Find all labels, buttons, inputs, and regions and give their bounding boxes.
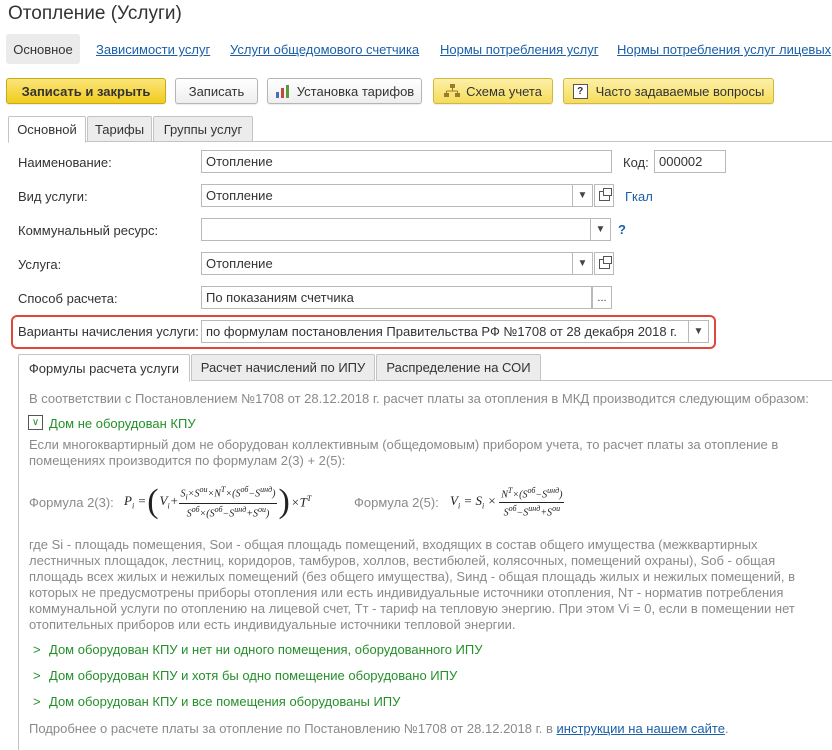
collapsed-section-2[interactable]: Дом оборудован КПУ и хотя бы одно помещение оборудовано ИПУ [49,668,458,683]
tab-ipu-charges[interactable]: Расчет начислений по ИПУ [191,354,375,381]
formula2: $V_i = S_i$ × $\frac{N^T\times(S^{об}-S^{инд})}{S^{об}-S^{инд}+S^{ои}}$ [450,486,563,518]
explanation-text: где Si - площадь помещения, Soи - общая площадь помещений, входящих в состав общего имущества (межквартирных лестничных площадок, лестниц, коридоров, тамбуров, холлов, вестибюлей, колясочных, помещений охраны), Sоб - общая площадь всех жилых и нежилых помещений (без общего имущества), Sинд - общая площадь жилых и нежилых помещений, в которых не предусмотрены приборы отопления или есть индивидуальные источники отопления, Nт - норматив потребления коммунальной услуги по отоплению на лицевой счет, Тт - тариф на тепловую энергию. При этом Vi = 0, если в помещении нет отопительных приборов или есть индивидуальные источники тепловой энергии. [29,537,795,632]
nav-item-main[interactable]: Основное [6,34,80,64]
select-button[interactable]: ... [592,286,612,309]
code-label: Код: [623,155,649,170]
resource-field[interactable] [201,218,591,241]
chevron-down-icon[interactable]: ▼ [573,252,593,275]
service-label: Услуга: [18,257,62,272]
variant-label: Варианты начисления услуги: [18,324,199,339]
tab-tariffs[interactable]: Тарифы [87,116,152,142]
calc-method-label: Способ расчета: [18,291,118,306]
faq-label: Часто задаваемые вопросы [595,83,765,99]
scheme-icon [444,84,460,98]
window-title: Отопление (Услуги) [8,3,182,24]
set-tariffs-label: Установка тарифов [296,83,415,99]
service-kind-field[interactable] [201,184,573,207]
open-form-icon[interactable] [594,252,614,275]
chevron-right-icon[interactable]: > [33,694,41,709]
code-field[interactable] [654,150,726,173]
chevron-down-icon[interactable]: ▼ [689,320,709,343]
service-field[interactable] [201,252,573,275]
set-tariffs-button[interactable] [267,78,422,104]
unit-link[interactable]: Гкал [625,189,653,204]
tab-service-groups[interactable]: Группы услуг [153,116,253,142]
expanded-text: Если многоквартирный дом не оборудован коллективным (общедомовым) прибором учета, то расчет платы за отопление в помещениях производится по формулам 2(3) + 2(5): [29,437,779,468]
tab-divider [86,141,832,142]
chevron-right-icon[interactable]: > [33,668,41,683]
chevron-down-icon[interactable]: ▼ [573,184,593,207]
name-label: Наименование: [18,155,112,170]
panel-border [18,380,19,750]
variant-field[interactable] [201,320,689,343]
chevron-right-icon[interactable]: > [33,642,41,657]
accounting-scheme-label: Схема учета [466,83,542,99]
collapsed-section-3[interactable]: Дом оборудован КПУ и все помещения оборудованы ИПУ [49,694,401,709]
help-question-icon[interactable]: ? [618,222,626,237]
formula1-label: Формула 2(3): [29,495,114,510]
footer-text: Подробнее о расчете платы за отопление по Постановлению №1708 от 28.12.2018 г. в [29,721,553,736]
tab-main[interactable]: Основной [8,116,86,143]
tab-formulas[interactable]: Формулы расчета услуги [18,354,190,382]
service-kind-label: Вид услуги: [18,189,88,204]
instructions-link[interactable]: инструкции на нашем сайте [556,721,725,736]
help-question-icon: ? [573,84,588,99]
chevron-down-icon[interactable]: ▼ [591,218,611,241]
calc-method-field[interactable] [201,286,592,309]
nav-link-norms[interactable]: Нормы потребления услуг [440,42,599,57]
chart-bars-icon [275,84,291,98]
footer-note [29,721,729,737]
expanded-section-title[interactable]: Дом не оборудован КПУ [49,416,196,431]
collapsed-section-1[interactable]: Дом оборудован КПУ и нет ни одного помещения, оборудованного ИПУ [49,642,483,657]
intro-text: В соответствии с Постановлением №1708 от 28.12.2018 г. расчет платы за отопления в МКД производится следующим образом: [29,391,809,406]
nav-link-norms-accounts[interactable]: Нормы потребления услуг лицевых [617,42,832,57]
formula1: $P_i$ = ( $V_i+$ $\frac{S_i\times S^{ои}\times N^T\times(S^{об}-S^{инд})}{S^{об}\times(S^{об}-S^{инд}+S^{ои})}$ ) $\times T^T$ [124,483,312,520]
open-form-icon[interactable] [594,184,614,207]
accounting-scheme-button[interactable] [433,78,553,104]
save-button[interactable]: Записать [175,78,258,104]
nav-link-dependencies[interactable]: Зависимости услуг [96,42,211,57]
tab-divider [541,380,832,381]
name-field[interactable] [201,150,612,173]
resource-label: Коммунальный ресурс: [18,223,159,238]
faq-button[interactable] [563,78,774,104]
formula2-label: Формула 2(5): [354,495,439,510]
chevron-down-icon[interactable]: ∨ [28,415,43,430]
save-and-close-button[interactable]: Записать и закрыть [6,78,166,104]
footer-end: . [724,721,729,736]
tab-soi-distribution[interactable]: Распределение на СОИ [376,354,541,381]
nav-link-common-meter[interactable]: Услуги общедомового счетчика [230,42,420,57]
